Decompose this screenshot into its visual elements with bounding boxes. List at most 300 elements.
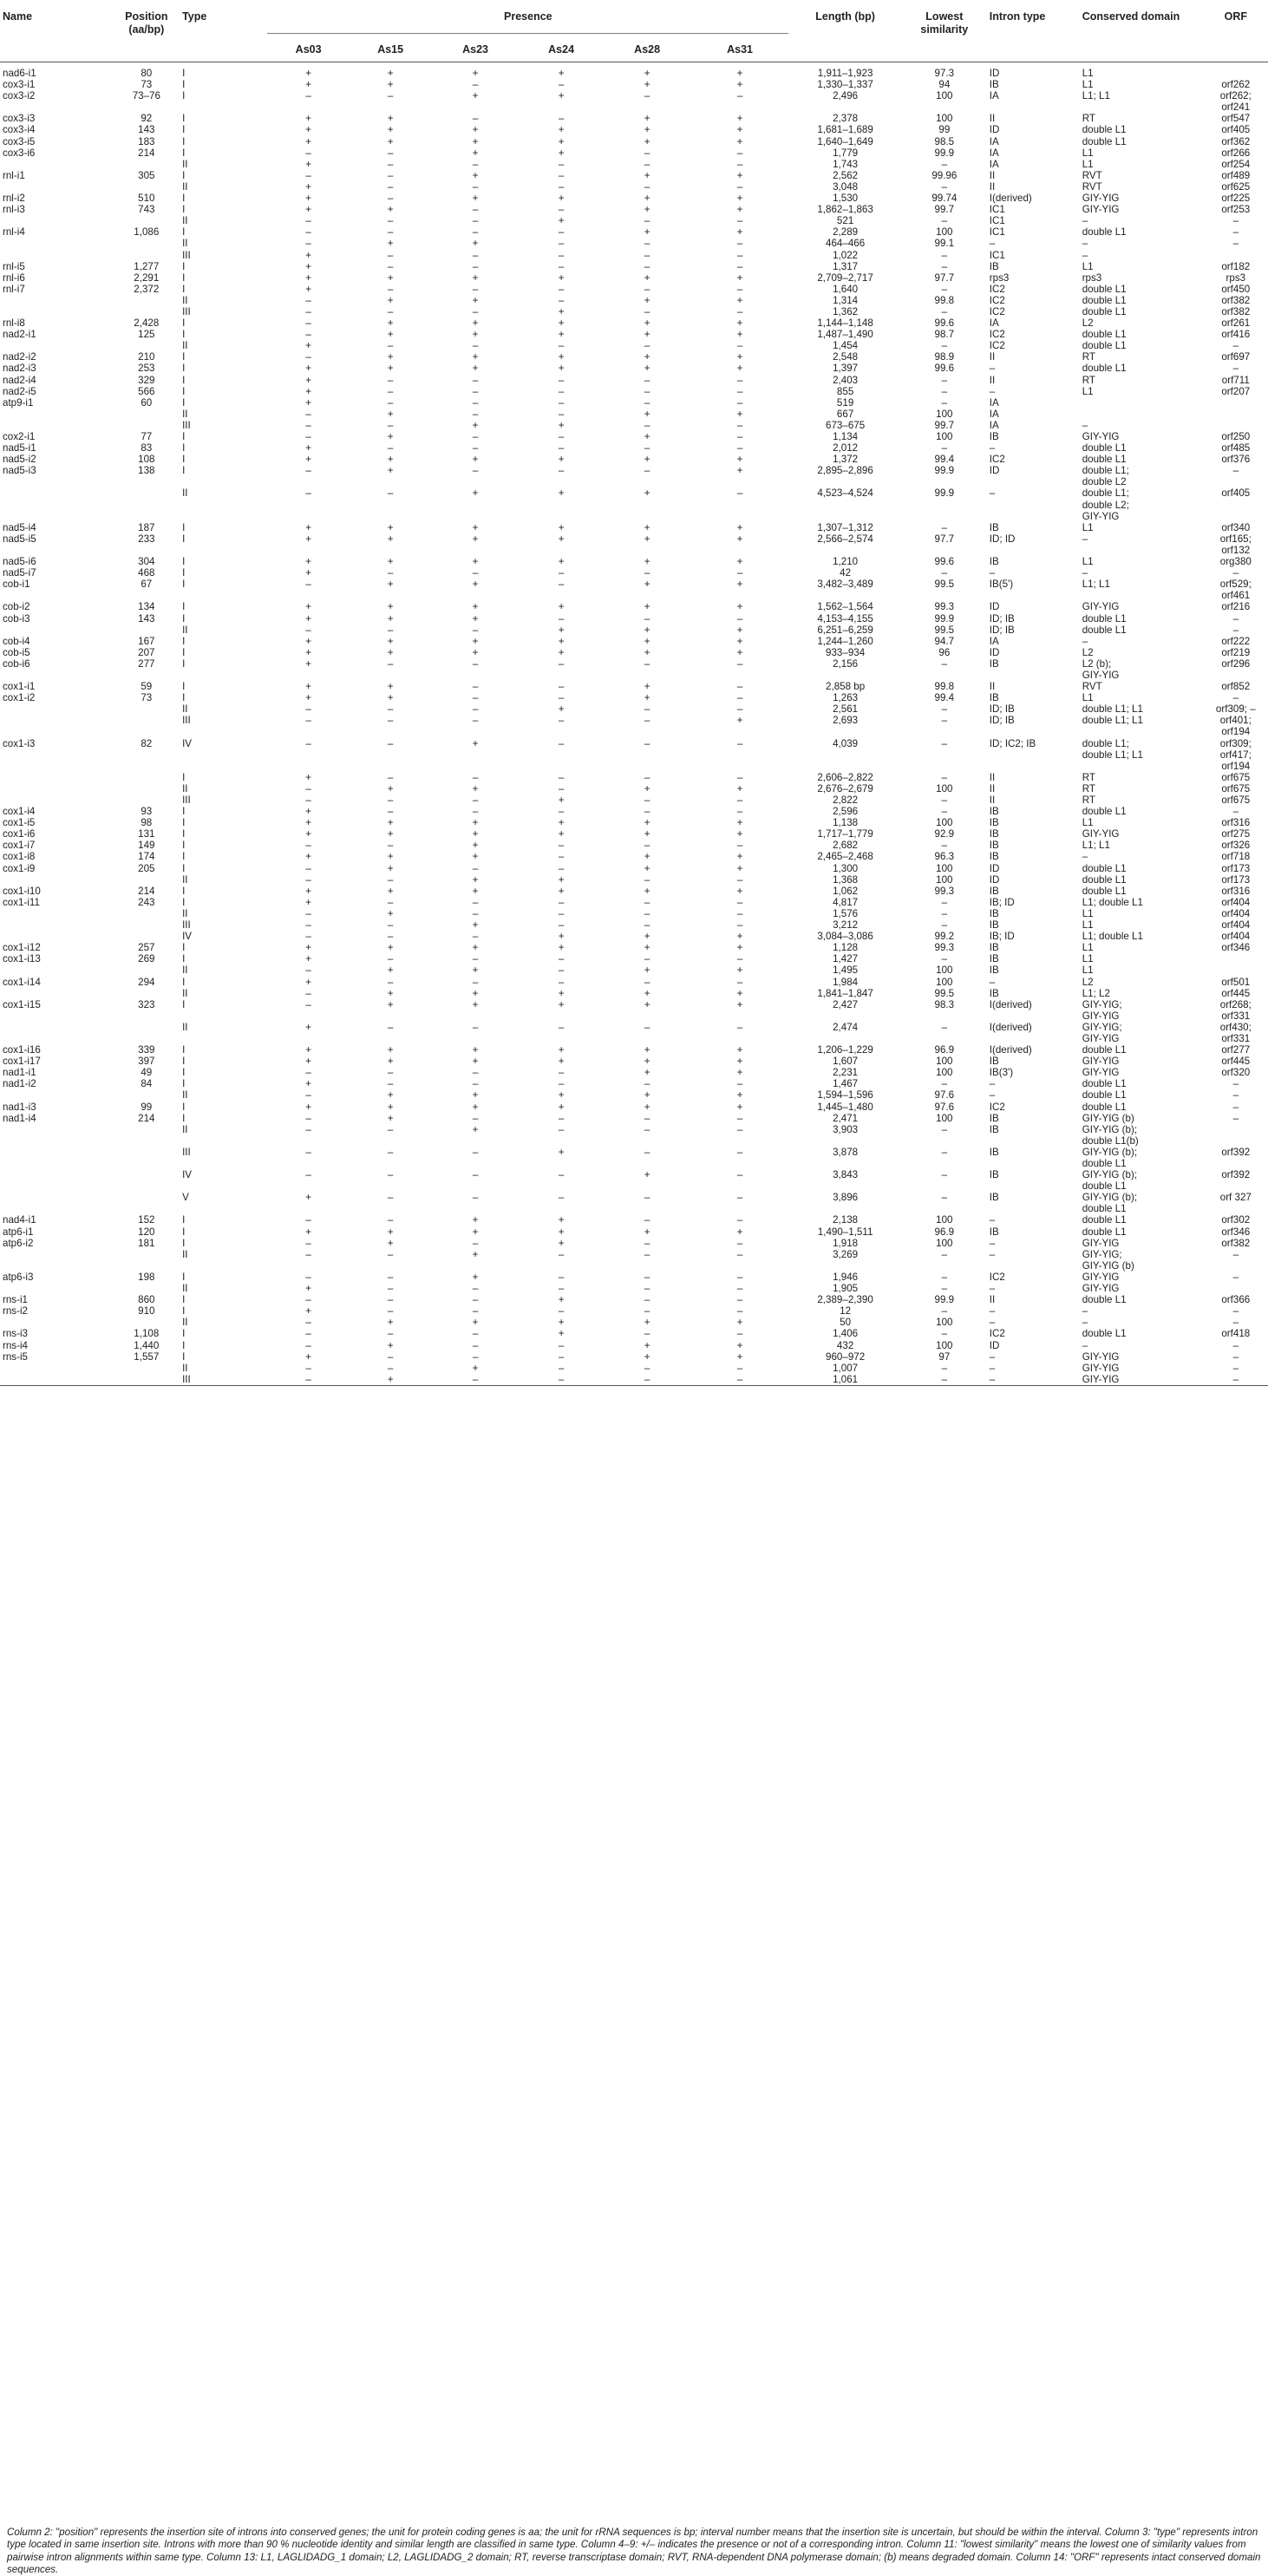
cell-presence: + [736,226,743,239]
cell-similarity: 100 [936,1317,953,1329]
cell-orf: – [1232,465,1239,477]
cell-presence: – [472,794,479,806]
cell-length: 4,153–4,155 [817,612,873,624]
cell-presence: + [736,1317,743,1329]
cell-name: cox1-i15 [3,998,41,1010]
cell-orf: orf207 [1221,385,1251,397]
cell-presence: – [558,681,565,693]
cell-presence: + [558,1146,565,1158]
cell-length: 1,576 [833,907,859,919]
cell-intron-type: – [989,1350,996,1363]
cell-presence: + [644,998,650,1010]
cell-presence: – [736,249,743,261]
cell-orf: orf254 [1221,158,1251,170]
cell-presence: – [736,1294,743,1306]
cell-intron-type: IB [989,1192,999,1204]
cell-position: 67 [141,579,153,591]
cell-presence: – [558,953,565,965]
cell-presence: – [736,976,743,988]
cell-position [114,420,180,431]
cell-presence: – [736,431,743,442]
cell-name: cob-i3 [3,612,30,624]
cell-domain: L1 [1082,68,1094,79]
table-row [0,113,1268,124]
cell-intron-type: IB [989,1226,999,1238]
cell-length: 1,562–1,564 [817,601,873,613]
cell-length: 1,263 [833,692,859,704]
table-row [0,1363,1268,1374]
cell-presence: + [387,521,394,533]
cell-presence: – [387,976,394,988]
cell-orf: orf418 [1221,1328,1251,1340]
cell-similarity: 100 [936,226,953,239]
cell-name: cox1-i8 [3,851,36,863]
cell-presence: + [305,1283,312,1295]
cell-similarity: 99.3 [934,601,955,613]
cell-presence: + [558,998,565,1010]
cell-name [0,715,114,737]
cell-presence: + [472,419,479,431]
cell-intron-type: IC2 [989,294,1005,306]
cell-type: I [182,612,186,624]
cell-length: 1,530 [833,193,859,205]
cell-presence: + [736,998,743,1010]
cell-presence: + [305,385,312,397]
cell-length: 1,300 [833,862,859,874]
cell-name: cox1-i13 [3,953,41,965]
table-row [0,1351,1268,1363]
cell-position: 120 [138,1226,155,1238]
cell-domain: double L1 [1082,1089,1127,1102]
cell-domain: GIY-YIG [1082,1350,1120,1363]
cell-type: I [182,1305,186,1317]
cell-presence: – [387,90,394,102]
cell-domain: GIY-YIG; GIY-YIG (b) [1082,1248,1134,1272]
cell-intron-type: IC1 [989,215,1005,227]
cell-position [114,1317,180,1328]
cell-similarity: – [941,385,948,397]
cell-presence: + [736,124,743,136]
cell-similarity: 99.6 [934,317,955,330]
cell-length: 1,640 [833,283,859,295]
cell-presence: – [387,873,394,886]
cell-presence: – [305,873,311,886]
cell-presence: – [305,1112,311,1124]
cell-intron-type: ID [989,646,1000,658]
cell-presence: – [472,692,479,704]
cell-similarity: – [941,1192,948,1204]
cell-presence: – [472,113,479,125]
cell-presence: + [644,68,650,79]
cell-orf [1204,420,1268,431]
cell-orf: – [1232,215,1239,227]
cell-name [0,250,114,261]
cell-name: rnl-i6 [3,271,25,284]
table-row [0,579,1268,601]
cell-presence: + [305,1101,312,1113]
cell-domain: L1 [1082,964,1094,977]
cell-presence: + [736,1101,743,1113]
table-row [0,1044,1268,1056]
cell-presence: + [736,363,743,375]
cell-presence: – [472,1294,479,1306]
cell-presence: + [305,271,312,284]
cell-similarity: 99.7 [934,419,955,431]
cell-presence: – [387,283,394,295]
cell-position: 1,086 [134,226,160,239]
cell-type: I [182,363,186,375]
cell-orf: – [1232,624,1239,636]
cell-presence: + [644,1317,650,1329]
cell-orf: – [1232,1339,1239,1351]
cell-length: 667 [836,408,854,420]
cell-presence: – [644,794,650,806]
cell-presence: – [558,385,565,397]
cell-presence: – [644,1373,650,1385]
cell-similarity: 97.6 [934,1101,955,1113]
cell-position: 294 [138,976,155,988]
cell-presence: – [305,226,311,239]
cell-domain: L1 [1082,385,1094,397]
cell-presence: – [305,1294,311,1306]
cell-presence: + [472,840,479,852]
cell-intron-type: – [989,487,996,500]
cell-name: nad4-i1 [3,1214,36,1226]
cell-name: cox1-i17 [3,1056,41,1068]
cell-name [0,295,114,306]
cell-presence: + [558,1294,565,1306]
cell-similarity: 94 [938,79,951,91]
cell-name: atp6-i3 [3,1271,34,1283]
cell-presence: + [736,782,743,794]
cell-presence: – [305,1373,311,1385]
cell-presence: – [305,1328,311,1340]
cell-presence: + [736,1089,743,1102]
cell-presence: + [305,556,312,568]
cell-type: I [182,998,186,1010]
cell-similarity: – [941,1021,948,1033]
cell-presence: + [644,646,650,658]
cell-presence: – [305,737,311,749]
cell-presence: + [558,817,565,829]
cell-presence: – [558,782,565,794]
cell-name [0,964,114,976]
cell-presence: + [736,204,743,216]
cell-length: 2,471 [833,1112,859,1124]
cell-presence: + [472,329,479,341]
cell-presence: + [387,135,394,147]
cell-name [0,772,114,783]
cell-length: 3,048 [833,180,859,193]
cell-similarity: 99.9 [934,1294,955,1306]
cell-similarity: 99.2 [934,931,955,943]
cell-domain: GIY-YIG [1082,1271,1120,1283]
cell-domain: RVT [1082,681,1102,693]
cell-position: 743 [138,204,155,216]
cell-presence: – [305,715,311,727]
cell-similarity: 99.9 [934,612,955,624]
cell-type: I [182,681,186,693]
cell-intron-type: ID [989,124,1000,136]
cell-similarity: 97.7 [934,271,955,284]
table-row [0,1147,1268,1169]
cell-presence: + [644,635,650,647]
cell-domain: L1 [1082,953,1094,965]
cell-name: cox1-i11 [3,896,40,908]
cell-position [114,159,180,170]
cell-presence: + [558,215,565,227]
table-row [0,1374,1268,1386]
cell-presence: + [644,226,650,239]
cell-name: nad5-i1 [3,442,36,454]
table-row [0,147,1268,159]
cell-name: cox3-i3 [3,113,36,125]
cell-orf: orf346 [1221,942,1251,954]
cell-presence: + [472,193,479,205]
cell-orf: orf165; orf132 [1219,533,1252,556]
table-row [0,681,1268,692]
cell-intron-type: II [989,113,996,125]
cell-position [114,1169,180,1192]
cell-presence: + [472,363,479,375]
cell-name [0,215,114,226]
cell-orf: orf376 [1221,454,1251,466]
cell-length: 1,128 [833,942,859,954]
cell-type: II [182,964,188,977]
cell-type: II [182,1317,188,1329]
cell-presence: + [472,873,479,886]
cell-presence: + [644,862,650,874]
cell-presence: – [387,1078,394,1090]
cell-presence: + [387,1226,394,1238]
table-row [0,715,1268,737]
cell-orf: orf261 [1221,317,1251,330]
table-row [0,226,1268,238]
cell-type: III [182,715,191,727]
cell-presence: – [387,180,394,193]
cell-similarity: 94.7 [934,635,955,647]
cell-name [0,306,114,317]
cell-length: 1,445–1,480 [817,1101,873,1113]
cell-presence: – [558,715,565,727]
cell-name: cox1-i1 [3,681,36,693]
cell-orf: orf529; orf461 [1219,579,1252,602]
cell-position [114,1283,180,1294]
table-row [0,261,1268,272]
cell-presence: + [736,1067,743,1079]
cell-orf: – [1232,567,1239,579]
table-row [0,181,1268,193]
cell-presence: + [558,124,565,136]
cell-orf: – [1232,1271,1239,1283]
cell-presence: + [644,692,650,704]
cell-type: II [182,782,188,794]
cell-presence: – [387,771,394,783]
cell-presence: – [558,465,565,477]
cell-presence: + [736,885,743,897]
cell-presence: + [387,1101,394,1113]
cell-similarity: 100 [936,113,953,125]
cell-presence: – [736,238,743,250]
cell-position: 1,277 [134,260,160,272]
cell-type: II [182,158,188,170]
cell-presence: – [305,465,311,477]
cell-domain: L2 [1082,976,1094,988]
cell-presence: + [736,113,743,125]
cell-orf [1204,1283,1268,1294]
cell-presence: + [387,1056,394,1068]
col-header-length: Length (bp) [815,10,875,23]
cell-presence: + [472,521,479,533]
cell-presence: – [558,1123,565,1135]
cell-orf: rps3 [1226,271,1246,284]
cell-presence: – [305,1123,311,1135]
cell-presence: – [472,681,479,693]
cell-intron-type: – [989,1078,996,1090]
cell-similarity: 99.9 [934,487,955,500]
cell-orf [1204,964,1268,976]
cell-name: cob-i2 [3,601,30,613]
cell-orf [1204,62,1268,80]
cell-presence: + [644,1226,650,1238]
cell-presence: + [472,1044,479,1056]
cell-orf: orf675 [1221,782,1251,794]
cell-presence: – [387,1021,394,1033]
cell-similarity: 98.3 [934,998,955,1010]
cell-orf: – [1232,1350,1239,1363]
table-row [0,624,1268,636]
cell-presence: – [736,1328,743,1340]
cell-type: I [182,193,186,205]
cell-position: 181 [138,1237,155,1249]
cell-name [0,409,114,420]
cell-presence: + [472,90,479,102]
cell-orf: orf225 [1221,193,1251,205]
cell-type: III [182,419,191,431]
cell-presence: + [558,987,565,999]
cell-presence: – [472,385,479,397]
table-row [0,1022,1268,1044]
cell-length: 1,144–1,148 [817,317,873,330]
table-row [0,204,1268,215]
cell-orf: orf320 [1221,1067,1251,1079]
cell-type: III [182,919,191,932]
table-row [0,1226,1268,1238]
cell-presence: + [387,681,394,693]
cell-similarity: 100 [936,1112,953,1124]
cell-domain: – [1082,635,1088,647]
cell-length: 1,467 [833,1078,859,1090]
cell-intron-type: IB; ID [989,931,1015,943]
cell-presence: – [472,907,479,919]
cell-presence: + [387,851,394,863]
cell-position: 1,440 [134,1339,160,1351]
cell-name: cox1-i10 [3,885,41,897]
cell-name [0,1317,114,1328]
cell-length: 6,251–6,259 [817,624,873,636]
cell-presence: – [736,737,743,749]
col-header-species: As15 [377,42,404,56]
cell-type: I [182,567,186,579]
cell-intron-type: ID; ID [989,533,1016,545]
cell-presence: + [387,579,394,591]
cell-length: 3,843 [833,1169,859,1181]
cell-domain: double L1 [1082,1328,1127,1340]
cell-intron-type: IA [989,90,999,102]
cell-presence: – [558,976,565,988]
cell-presence: – [736,1021,743,1033]
cell-orf: orf382 [1221,305,1251,317]
cell-similarity: 100 [936,1056,953,1068]
cell-presence: – [472,1328,479,1340]
cell-presence: + [644,964,650,977]
cell-presence: + [644,601,650,613]
cell-domain: – [1082,533,1088,545]
cell-presence: – [387,305,394,317]
cell-orf: orf405 [1221,487,1251,500]
cell-domain: RT [1082,794,1095,806]
cell-domain: RT [1082,782,1095,794]
cell-domain: L1 [1082,907,1094,919]
cell-domain: double L1 [1082,1044,1127,1056]
cell-domain: GIY-YIG [1082,204,1120,216]
cell-presence: + [472,135,479,147]
cell-presence: – [305,487,311,500]
cell-name: atp6-i1 [3,1226,34,1238]
cell-position: 397 [138,1056,155,1068]
cell-presence: – [387,919,394,932]
cell-presence: + [305,249,312,261]
table-row [0,806,1268,817]
cell-presence: + [558,305,565,317]
cell-presence: – [644,340,650,352]
cell-domain: double L1 [1082,612,1127,624]
cell-presence: + [305,885,312,897]
cell-presence: – [387,226,394,239]
cell-similarity: – [941,567,948,579]
cell-type: I [182,1214,186,1226]
cell-presence: + [305,374,312,386]
cell-domain: L1; L1 [1082,90,1110,102]
cell-length: 1,717–1,779 [817,828,873,840]
cell-presence: – [305,1146,311,1158]
cell-similarity: – [941,919,948,932]
cell-presence: – [305,987,311,999]
cell-domain: double L1 [1082,1078,1127,1090]
cell-length: 4,817 [833,896,859,908]
cell-domain: RVT [1082,169,1102,181]
cell-presence: + [472,147,479,159]
cell-name [0,1283,114,1294]
cell-type: I [182,1294,186,1306]
cell-domain: double L1 [1082,454,1127,466]
table-row [0,397,1268,409]
cell-type: I [182,646,186,658]
cell-type: I [182,68,186,79]
cell-presence: + [558,794,565,806]
table-row [0,567,1268,579]
cell-intron-type: IB [989,1112,999,1124]
cell-presence: + [558,1328,565,1340]
cell-type: I [182,1101,186,1113]
cell-similarity: – [941,374,948,386]
cell-presence: – [387,1271,394,1283]
cell-presence: + [736,135,743,147]
cell-intron-type: IB [989,851,999,863]
cell-presence: – [472,896,479,908]
cell-presence: – [387,1350,394,1363]
cell-intron-type: IB(3') [989,1067,1014,1079]
